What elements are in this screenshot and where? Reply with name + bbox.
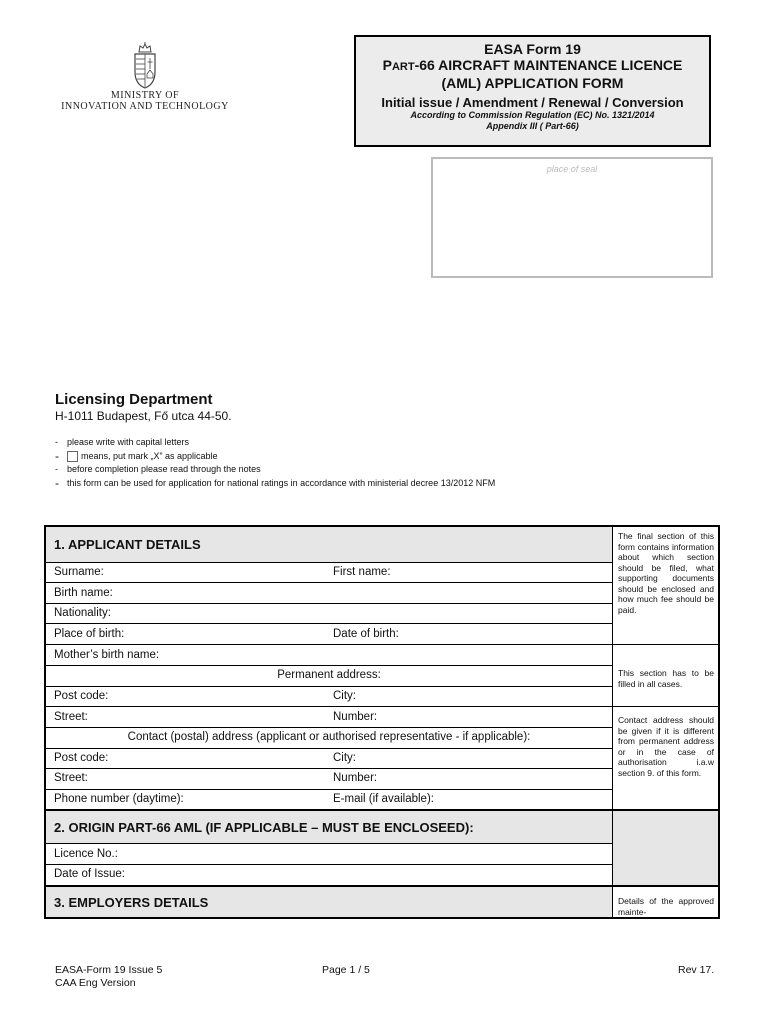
section3-heading: 3. EMPLOYERS DETAILS: [46, 887, 612, 917]
row-divider: [46, 864, 612, 865]
row-divider: [46, 748, 612, 749]
row-divider: [46, 562, 612, 563]
ministry-name-line2: INNOVATION AND TECHNOLOGY: [61, 101, 229, 112]
form-title-box: [354, 35, 711, 147]
form-title: EASA Form 19: [484, 41, 581, 57]
instruction-item: - means, put mark „X” as applicable: [55, 448, 218, 463]
row-divider: [46, 789, 612, 790]
section2-heading: 2. ORIGIN PART-66 AML (IF APPLICABLE – MUST BE ENCLOSEED):: [46, 811, 612, 843]
first-name-label: First name:: [333, 566, 391, 578]
row-divider: [46, 727, 612, 728]
instruction-item: - please write with capital letters: [55, 437, 190, 447]
department-heading: Licensing Department: [55, 391, 213, 408]
date-of-issue-label: Date of Issue:: [54, 868, 125, 880]
instruction-item: - before completion please read through the notes: [55, 464, 261, 474]
row-divider: [46, 582, 612, 583]
regulation-reference: According to Commission Regulation (EC) No. 1321/2014: [410, 110, 655, 120]
application-form-table: [44, 525, 720, 919]
application-types: Initial issue / Amendment / Renewal / Conversion: [381, 95, 684, 110]
side-note-all-cases: This section has to be filled in all cases.: [613, 665, 718, 705]
footer-form-info: [55, 964, 162, 990]
footer-revision: Rev 17.: [678, 964, 715, 976]
ministry-name-line1: MINISTRY OF: [110, 90, 180, 101]
section2-side-cell: [613, 811, 718, 885]
form-subtitle-line2: (AML) APPLICATION FORM: [441, 75, 624, 91]
birth-name-label: Birth name:: [54, 587, 113, 599]
hungarian-coat-of-arms-icon: [132, 42, 158, 90]
row-divider: [46, 768, 612, 769]
row-divider: [46, 603, 612, 604]
mothers-birth-name-label: Mother’s birth name:: [54, 649, 160, 661]
row-divider: [46, 665, 612, 666]
instruction-item: - this form can be used for application for national ratings in accordance with ministerial decree 13/2012 NFM: [55, 475, 496, 490]
licensing-department: [55, 391, 232, 423]
city-label: City:: [333, 752, 356, 764]
city-label: City:: [333, 690, 356, 702]
section1-heading: 1. APPLICANT DETAILS: [46, 527, 612, 562]
side-note-approved-maintenance: Details of the approved mainte-: [613, 893, 718, 917]
post-code-label: Post code:: [54, 690, 109, 702]
footer-page-number: Page 1 / 5: [322, 964, 370, 976]
email-label: E-mail (if available):: [333, 793, 434, 805]
number-label: Number:: [333, 711, 378, 723]
row-divider: [46, 706, 718, 707]
permanent-address-label: Permanent address:: [277, 669, 381, 681]
side-note-final-section: The final section of this form contains information about which section should be filed, what supporting documents should be enclosed and how much fee should be paid.: [613, 528, 718, 643]
seal-label: place of seal: [546, 164, 598, 174]
phone-label: Phone number (daytime):: [54, 793, 184, 805]
form-subtitle-line: PART-66 AIRCRAFT MAINTENANCE LICENCE: [382, 57, 683, 73]
contact-address-label: Contact (postal) address (applicant or authorised representative - if applicable):: [127, 731, 531, 743]
row-divider: [46, 644, 718, 645]
side-note-contact-address: Contact address should be given if it is different from permanent address or in the case of authorisation i.a.w section 9. of this form.: [613, 712, 718, 808]
post-code-label: Post code:: [54, 752, 109, 764]
row-divider: [46, 843, 612, 844]
nationality-label: Nationality:: [54, 607, 111, 619]
licence-no-label: Licence No.:: [54, 848, 118, 860]
row-divider: [46, 686, 612, 687]
footer-version: CAA Eng Version: [55, 977, 136, 989]
footer-form-issue: EASA-Form 19 Issue 5: [55, 964, 163, 976]
number-label: Number:: [333, 772, 378, 784]
surname-label: Surname:: [54, 566, 104, 578]
row-divider: [46, 623, 612, 624]
checkbox-example-icon: [67, 451, 78, 462]
street-label: Street:: [54, 711, 88, 723]
appendix-reference: Appendix III ( Part-66): [486, 121, 579, 131]
seal-box: [431, 157, 713, 278]
instructions-list: [55, 436, 495, 490]
ministry-logo: [60, 42, 230, 112]
date-of-birth-label: Date of birth:: [333, 628, 399, 640]
place-of-birth-label: Place of birth:: [54, 628, 125, 640]
street-label: Street:: [54, 772, 88, 784]
department-address: H-1011 Budapest, Fő utca 44-50.: [55, 409, 232, 423]
